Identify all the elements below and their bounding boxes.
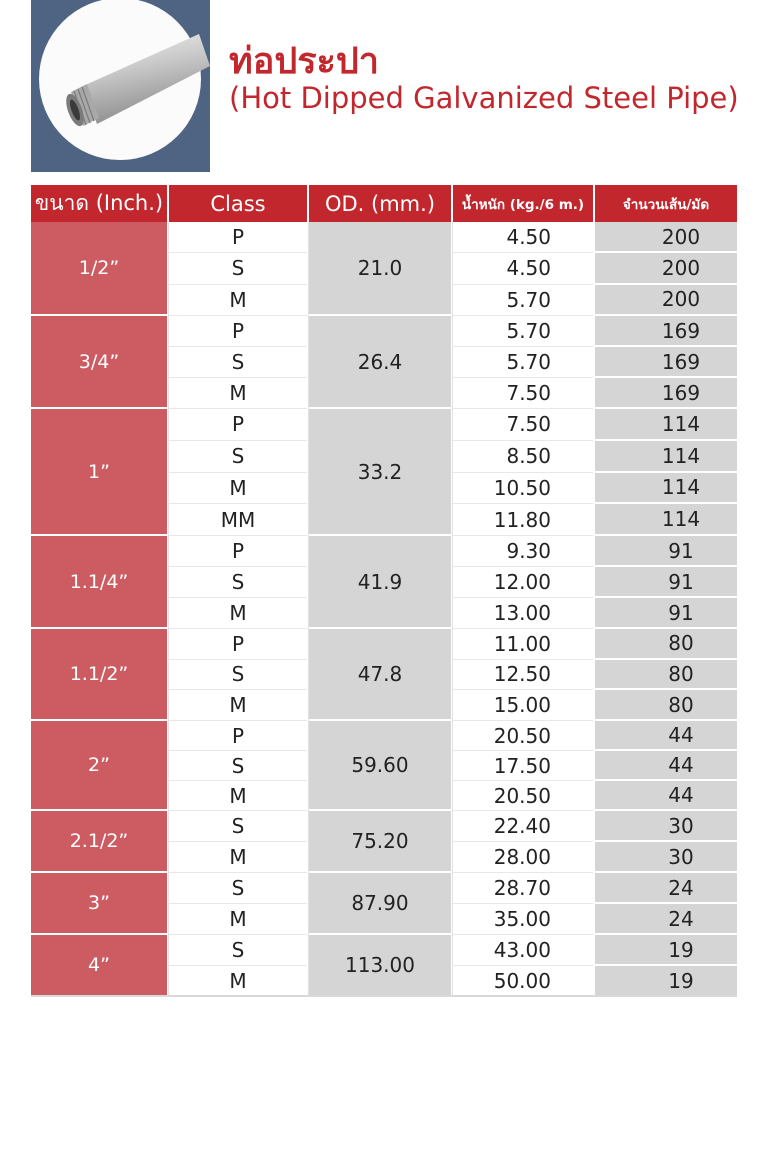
weight-cell: 28.00 xyxy=(453,842,593,873)
class-cell: M xyxy=(169,378,307,409)
qty-cell: 44 xyxy=(595,721,737,751)
qty-cell: 80 xyxy=(595,629,737,660)
class-cell: S xyxy=(169,873,307,904)
qty-cell: 19 xyxy=(595,966,737,997)
qty-cell: 91 xyxy=(595,598,737,629)
weight-cell: 20.50 xyxy=(453,781,593,811)
qty-cell: 200 xyxy=(595,222,737,253)
size-cell: 1.1/2” xyxy=(31,629,167,721)
qty-cell: 114 xyxy=(595,504,737,536)
od-cell: 21.0 xyxy=(309,222,451,316)
header-weight: น้ำหนัก (kg./6 m.) xyxy=(453,185,593,222)
class-cell: S xyxy=(169,253,307,284)
class-cell: M xyxy=(169,598,307,629)
qty-cell: 24 xyxy=(595,873,737,904)
title-english: (Hot Dipped Galvanized Steel Pipe) xyxy=(229,81,739,116)
qty-cell: 114 xyxy=(595,441,737,473)
class-cell: MM xyxy=(169,504,307,536)
weight-cell: 7.50 xyxy=(453,409,593,441)
weight-cell: 20.50 xyxy=(453,721,593,751)
weight-cell: 11.00 xyxy=(453,629,593,660)
qty-cell: 80 xyxy=(595,660,737,691)
size-cell: 1.1/4” xyxy=(31,536,167,629)
weight-cell: 22.40 xyxy=(453,811,593,842)
od-cell: 75.20 xyxy=(309,811,451,873)
class-cell: M xyxy=(169,904,307,935)
page-title xyxy=(229,42,739,115)
qty-cell: 114 xyxy=(595,473,737,505)
weight-cell: 43.00 xyxy=(453,935,593,966)
weight-cell: 12.50 xyxy=(453,660,593,691)
size-cell: 2” xyxy=(31,721,167,811)
size-cell: 3/4” xyxy=(31,316,167,409)
class-cell: S xyxy=(169,751,307,781)
class-cell: P xyxy=(169,409,307,441)
title-thai: ท่อประปา xyxy=(229,41,379,82)
pipe-spec-table xyxy=(31,185,737,997)
size-cell: 3” xyxy=(31,873,167,935)
qty-cell: 114 xyxy=(595,409,737,441)
class-cell: M xyxy=(169,966,307,997)
weight-cell: 28.70 xyxy=(453,873,593,904)
qty-cell: 91 xyxy=(595,567,737,598)
qty-cell: 19 xyxy=(595,935,737,966)
class-cell: M xyxy=(169,842,307,873)
header-size: ขนาด (Inch.) xyxy=(31,185,167,222)
class-cell: S xyxy=(169,935,307,966)
weight-cell: 5.70 xyxy=(453,347,593,378)
class-cell: S xyxy=(169,347,307,378)
class-cell: P xyxy=(169,536,307,567)
weight-cell: 50.00 xyxy=(453,966,593,997)
pipe-photo xyxy=(31,0,210,172)
weight-cell: 35.00 xyxy=(453,904,593,935)
size-cell: 2.1/2” xyxy=(31,811,167,873)
weight-cell: 5.70 xyxy=(453,285,593,316)
qty-cell: 30 xyxy=(595,811,737,842)
weight-cell: 4.50 xyxy=(453,222,593,253)
qty-cell: 169 xyxy=(595,378,737,409)
qty-cell: 169 xyxy=(595,347,737,378)
class-cell: P xyxy=(169,316,307,347)
table-bottom-border xyxy=(31,995,737,997)
qty-cell: 91 xyxy=(595,536,737,567)
weight-cell: 13.00 xyxy=(453,598,593,629)
qty-cell: 200 xyxy=(595,253,737,284)
class-cell: S xyxy=(169,660,307,691)
header-qty: จำนวนเส้น/มัด xyxy=(595,185,737,222)
size-cell: 1/2” xyxy=(31,222,167,316)
class-cell: P xyxy=(169,222,307,253)
od-cell: 26.4 xyxy=(309,316,451,409)
od-cell: 33.2 xyxy=(309,409,451,536)
class-cell: M xyxy=(169,690,307,721)
weight-cell: 11.80 xyxy=(453,504,593,536)
class-cell: S xyxy=(169,567,307,598)
class-cell: S xyxy=(169,811,307,842)
class-cell: P xyxy=(169,629,307,660)
od-cell: 47.8 xyxy=(309,629,451,721)
qty-cell: 30 xyxy=(595,842,737,873)
qty-cell: 200 xyxy=(595,285,737,316)
weight-cell: 10.50 xyxy=(453,473,593,505)
class-cell: S xyxy=(169,441,307,473)
class-cell: M xyxy=(169,473,307,505)
size-cell: 1” xyxy=(31,409,167,536)
class-cell: P xyxy=(169,721,307,751)
size-cell: 4” xyxy=(31,935,167,997)
weight-cell: 12.00 xyxy=(453,567,593,598)
qty-cell: 44 xyxy=(595,751,737,781)
qty-cell: 169 xyxy=(595,316,737,347)
weight-cell: 7.50 xyxy=(453,378,593,409)
weight-cell: 4.50 xyxy=(453,253,593,284)
weight-cell: 9.30 xyxy=(453,536,593,567)
class-cell: M xyxy=(169,285,307,316)
qty-cell: 44 xyxy=(595,781,737,811)
weight-cell: 8.50 xyxy=(453,441,593,473)
weight-cell: 5.70 xyxy=(453,316,593,347)
header-od: OD. (mm.) xyxy=(309,185,451,222)
weight-cell: 15.00 xyxy=(453,690,593,721)
weight-cell: 17.50 xyxy=(453,751,593,781)
class-cell: M xyxy=(169,781,307,811)
qty-cell: 24 xyxy=(595,904,737,935)
od-cell: 41.9 xyxy=(309,536,451,629)
qty-cell: 80 xyxy=(595,690,737,721)
od-cell: 59.60 xyxy=(309,721,451,811)
galvanized-pipe-icon xyxy=(31,0,210,172)
od-cell: 113.00 xyxy=(309,935,451,997)
header-class: Class xyxy=(169,185,307,222)
od-cell: 87.90 xyxy=(309,873,451,935)
